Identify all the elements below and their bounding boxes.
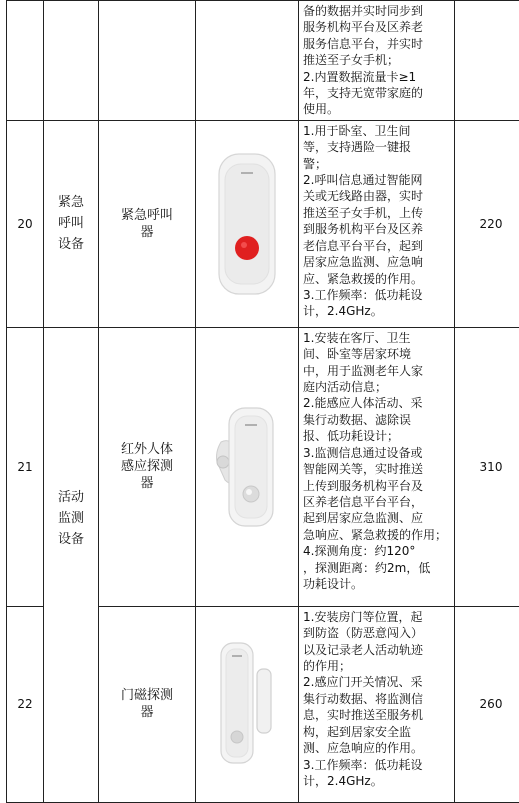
desc-line: 起到居家应急监测、应 xyxy=(303,510,450,526)
desc-line: 1.安装房门等位置，起 xyxy=(303,609,450,625)
desc-line: 上传到服务机构平台及 xyxy=(303,478,450,494)
desc-line: 急响应、紧急救援的作用； xyxy=(303,527,450,543)
desc-line: 计，2.4GHz。 xyxy=(303,773,450,789)
row-number: 22 xyxy=(7,606,44,802)
desc-line: ，探测距离：约2m，低 xyxy=(303,560,450,576)
desc-line: 集行动数据、滤除误 xyxy=(303,412,450,428)
device-image-cell xyxy=(196,1,299,121)
emergency-call-button-icon xyxy=(211,150,283,298)
desc-line: 构，起到居家安全监 xyxy=(303,724,450,740)
desc-line: 功耗设计。 xyxy=(303,576,450,592)
desc-line: 测、应急响应的作用。 xyxy=(303,740,450,756)
desc-line: 年，支持无宽带家庭的 xyxy=(303,85,450,101)
desc-line: 到服务机构平台及区养 xyxy=(303,221,450,237)
desc-line: 1.用于卧室、卫生间 xyxy=(303,123,450,139)
desc-line: 4.探测角度：约120° xyxy=(303,543,450,559)
row-number: 20 xyxy=(7,120,44,327)
description-cell xyxy=(299,120,455,327)
device-image-cell xyxy=(196,327,299,606)
desc-line: 息，实时推送至服务机 xyxy=(303,707,450,723)
device-name xyxy=(99,327,196,606)
desc-line: 等，支持遇险一键报 xyxy=(303,139,450,155)
desc-line: 使用。 xyxy=(303,101,450,117)
device-name xyxy=(99,606,196,802)
device-spec-table xyxy=(6,0,519,803)
device-name-label: 红外人体感应探测器 xyxy=(116,441,178,492)
category-label: 活动监测设备 xyxy=(53,487,89,550)
description-cell xyxy=(299,1,455,121)
description-cell xyxy=(299,606,455,802)
desc-line: 应、紧急救援的作用。 xyxy=(303,271,450,287)
category-cell xyxy=(44,1,99,121)
category-label: 紧急呼叫设备 xyxy=(53,192,89,255)
table-row xyxy=(7,120,519,327)
device-name xyxy=(99,1,196,121)
desc-line: 间、卧室等居家环境 xyxy=(303,346,450,362)
desc-line: 以及记录老人活动轨迹 xyxy=(303,642,450,658)
desc-line: 智能网关等，实时推送 xyxy=(303,461,450,477)
table-row xyxy=(7,1,519,121)
category-cell xyxy=(44,120,99,327)
door-magnetic-sensor-icon xyxy=(211,639,283,769)
price-cell: 310 xyxy=(455,327,519,606)
description-cell xyxy=(299,327,455,606)
desc-line: 推送至子女手机； xyxy=(303,52,450,68)
desc-line: 区养老信息平台平台， xyxy=(303,494,450,510)
desc-line: 2.感应门开关情况、采 xyxy=(303,674,450,690)
price-cell: 260 xyxy=(455,606,519,802)
desc-line: 服务信息平台，并实时 xyxy=(303,36,450,52)
device-name xyxy=(99,120,196,327)
desc-line: 3.监测信息通过设备或 xyxy=(303,445,450,461)
price-cell xyxy=(455,1,519,121)
row-number xyxy=(7,1,44,121)
desc-line: 的作用； xyxy=(303,658,450,674)
desc-line: 老信息平台平台，起到 xyxy=(303,238,450,254)
desc-line: 中，用于监测老年人家 xyxy=(303,363,450,379)
device-name-label: 门磁探测器 xyxy=(116,687,178,721)
table-row xyxy=(7,327,519,606)
device-image-cell xyxy=(196,606,299,802)
desc-line: 集行动数据、将监测信 xyxy=(303,691,450,707)
desc-line: 服务机构平台及区养老 xyxy=(303,19,450,35)
desc-line: 计，2.4GHz。 xyxy=(303,303,450,319)
desc-line: 到防盗（防恶意闯入） xyxy=(303,625,450,641)
desc-line: 备的数据并实时同步到 xyxy=(303,3,450,19)
infrared-motion-sensor-icon xyxy=(211,402,283,532)
desc-line: 2.呼叫信息通过智能网 xyxy=(303,172,450,188)
desc-line: 居家应急监测、应急响 xyxy=(303,254,450,270)
row-number: 21 xyxy=(7,327,44,606)
desc-line: 警； xyxy=(303,156,450,172)
desc-line: 2.能感应人体活动、采 xyxy=(303,395,450,411)
price-cell: 220 xyxy=(455,120,519,327)
desc-line: 庭内活动信息； xyxy=(303,379,450,395)
device-name-label: 紧急呼叫器 xyxy=(116,207,178,241)
desc-line: 1.安装在客厅、卫生 xyxy=(303,330,450,346)
category-cell xyxy=(44,327,99,802)
desc-line: 报、低功耗设计； xyxy=(303,428,450,444)
desc-line: 3.工作频率：低功耗设 xyxy=(303,757,450,773)
desc-line: 关或无线路由器，实时 xyxy=(303,188,450,204)
desc-line: 推送至子女手机，上传 xyxy=(303,205,450,221)
desc-line: 2.内置数据流量卡≥1 xyxy=(303,69,450,85)
desc-line: 3.工作频率：低功耗设 xyxy=(303,287,450,303)
device-image-cell xyxy=(196,120,299,327)
